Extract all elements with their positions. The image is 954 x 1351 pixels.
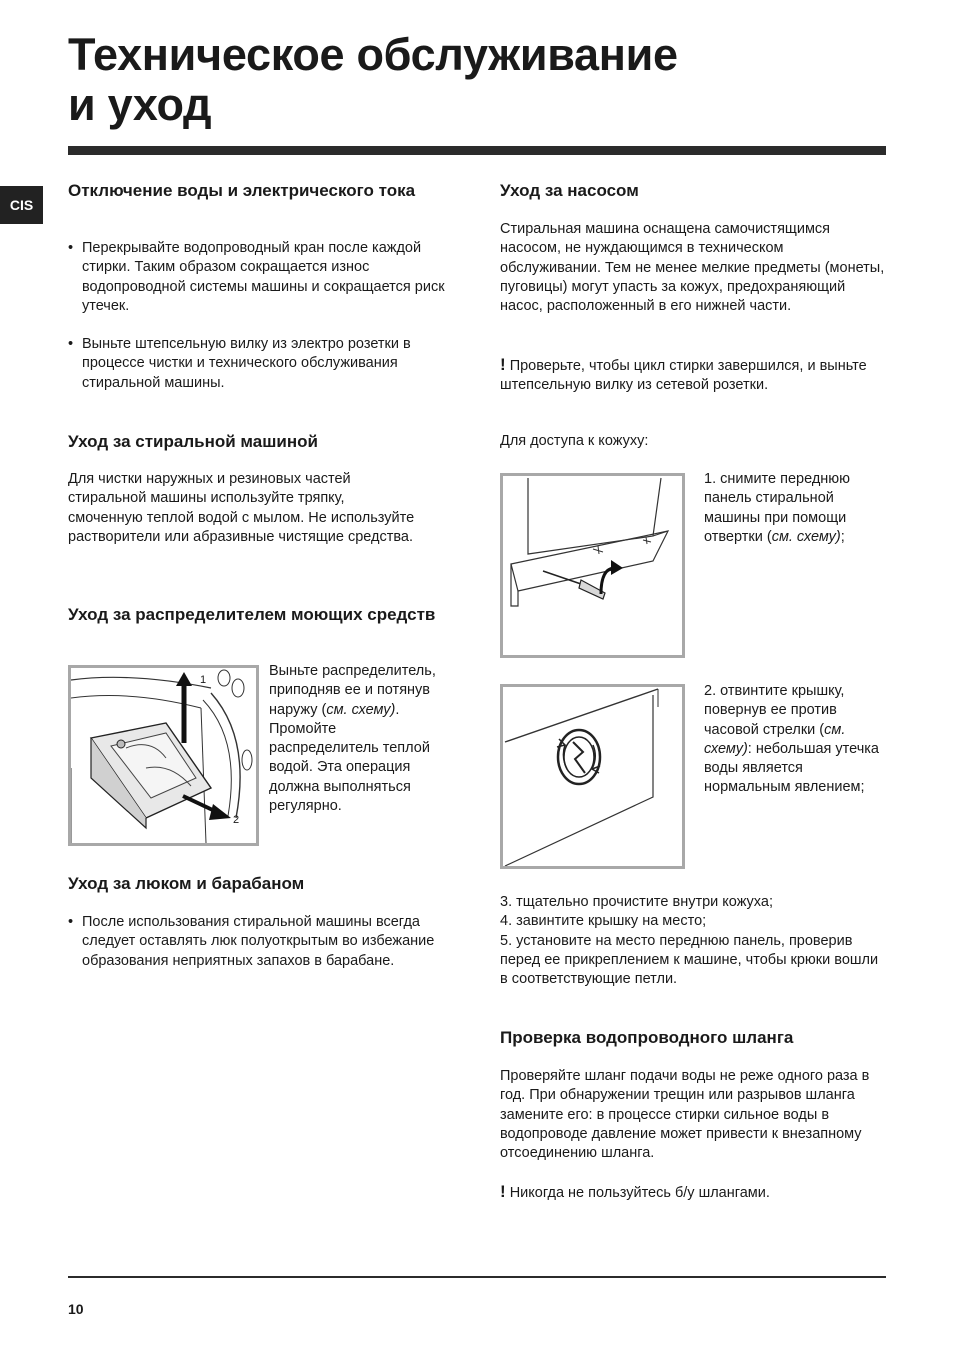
text-step1	[704, 470, 884, 547]
hose-warning	[500, 1182, 880, 1203]
heading-water-power-off: Отключение воды и электрического тока	[68, 181, 416, 200]
figure-label-1: 1	[200, 674, 207, 686]
text-steps-remaining	[500, 893, 886, 989]
step4-text: 4. завинтите крышку на место;	[500, 913, 707, 930]
cover-unscrew-drawing	[503, 687, 682, 866]
page-number: 10	[68, 1301, 84, 1317]
text-hose-check: Проверяйте шланг подачи воды не реже одного раза в год. При обнаружении трещин или разрывов шланга замените его: в процессе стирки сильное воды в водопроводе давление может привести к внезапному отсоединению шланга.	[500, 1068, 870, 1162]
step5-text: 5. установите на место переднюю панель, проверив перед ее прикреплением к машине, чтобы крюки вошли в соответствующие петли.	[500, 932, 879, 988]
text-cover-access: Для доступа к кожуху:	[500, 433, 649, 449]
pump-warning	[500, 355, 880, 396]
list-item: • Перекрывайте водопроводный кран после каждой стирки. Таким образом сокращается износ водопроводной системы машины и сокращается риск утечек.	[68, 239, 448, 316]
step2-figure-ref: см. схему)	[704, 721, 846, 757]
pump-warning-text: Проверьте, чтобы цикл стирки завершился, и выньте штепсельную вилку из сетевой розетки.	[500, 358, 867, 394]
step2-text-a: 2. отвинтите крышку, повернув ее против часовой стрелки (	[704, 683, 845, 738]
text-machine-care: Для чистки наружных и резиновых частей стиральной машины используйте тряпку, смоченную теплой водой с мылом. Не используйте растворители или абразивные чистящие средства.	[68, 471, 415, 545]
heading-dispenser-care: Уход за распределителем моющих средств	[68, 605, 436, 624]
heading-machine-care: Уход за стиральной машиной	[68, 432, 318, 451]
list-door-drum-care	[68, 913, 438, 971]
heading-door-drum-care: Уход за люком и барабаном	[68, 874, 305, 893]
text-dispenser-care	[269, 662, 449, 816]
page-title-line2: и уход	[68, 79, 212, 130]
page-title	[68, 30, 678, 130]
warning-icon: !	[500, 355, 506, 374]
step1-text-a: 1. снимите переднюю панель стиральной машины при помощи отвертки (	[704, 471, 851, 545]
title-divider	[68, 146, 886, 155]
list-water-power-off	[68, 239, 448, 393]
list-item: • После использования стиральной машины всегда следует оставлять люк полуоткрытым во избежание образования неприятных запахов в барабане.	[68, 913, 438, 971]
pump-panel-figure	[500, 473, 685, 658]
heading-hose-check: Проверка водопроводного шланга	[500, 1028, 794, 1047]
figure-label-2: 2	[233, 814, 240, 826]
step3-text: 3. тщательно прочистите внутри кожуха;	[500, 894, 773, 910]
dispenser-figure-ref: см. схему)	[326, 701, 396, 718]
section-tab: CIS	[0, 186, 43, 224]
step2-text-b: : небольшая утечка воды является нормальным явлением;	[704, 740, 879, 796]
page-title-line1: Техническое обслуживание	[68, 29, 678, 80]
pump-cover-figure	[500, 684, 685, 869]
list-item: • Выньте штепсельную вилку из электро розетки в процессе чистки и технического обслуживания стиральной машины.	[68, 335, 448, 393]
step1-figure-ref: см. схему)	[771, 528, 841, 545]
heading-pump-care: Уход за насосом	[500, 181, 639, 200]
dispenser-figure	[68, 665, 259, 846]
footer-divider	[68, 1276, 886, 1278]
dispenser-drawing	[71, 668, 256, 843]
hose-warning-text: Никогда не пользуйтесь б/у шлангами.	[505, 1185, 770, 1201]
step1-text-b: ;	[840, 528, 845, 545]
dispenser-text-a: Выньте распределитель, приподняв ее и потянув наружу (	[269, 663, 436, 718]
dispenser-text-b: . Промойте распределитель теплой водой. Эта операция должна выполняться регулярно.	[269, 701, 430, 815]
panel-removal-drawing	[503, 476, 682, 655]
text-pump-care: Стиральная машина оснащена самочистящимся насосом, не нуждающимся в техническом обслуживании. Тем не менее мелкие предметы (монеты, пуговицы) могут упасть за кожух, предохраняющий насос, расположенный в его нижней части.	[500, 221, 885, 315]
warning-icon: !	[500, 1182, 506, 1201]
text-step2	[704, 682, 886, 798]
